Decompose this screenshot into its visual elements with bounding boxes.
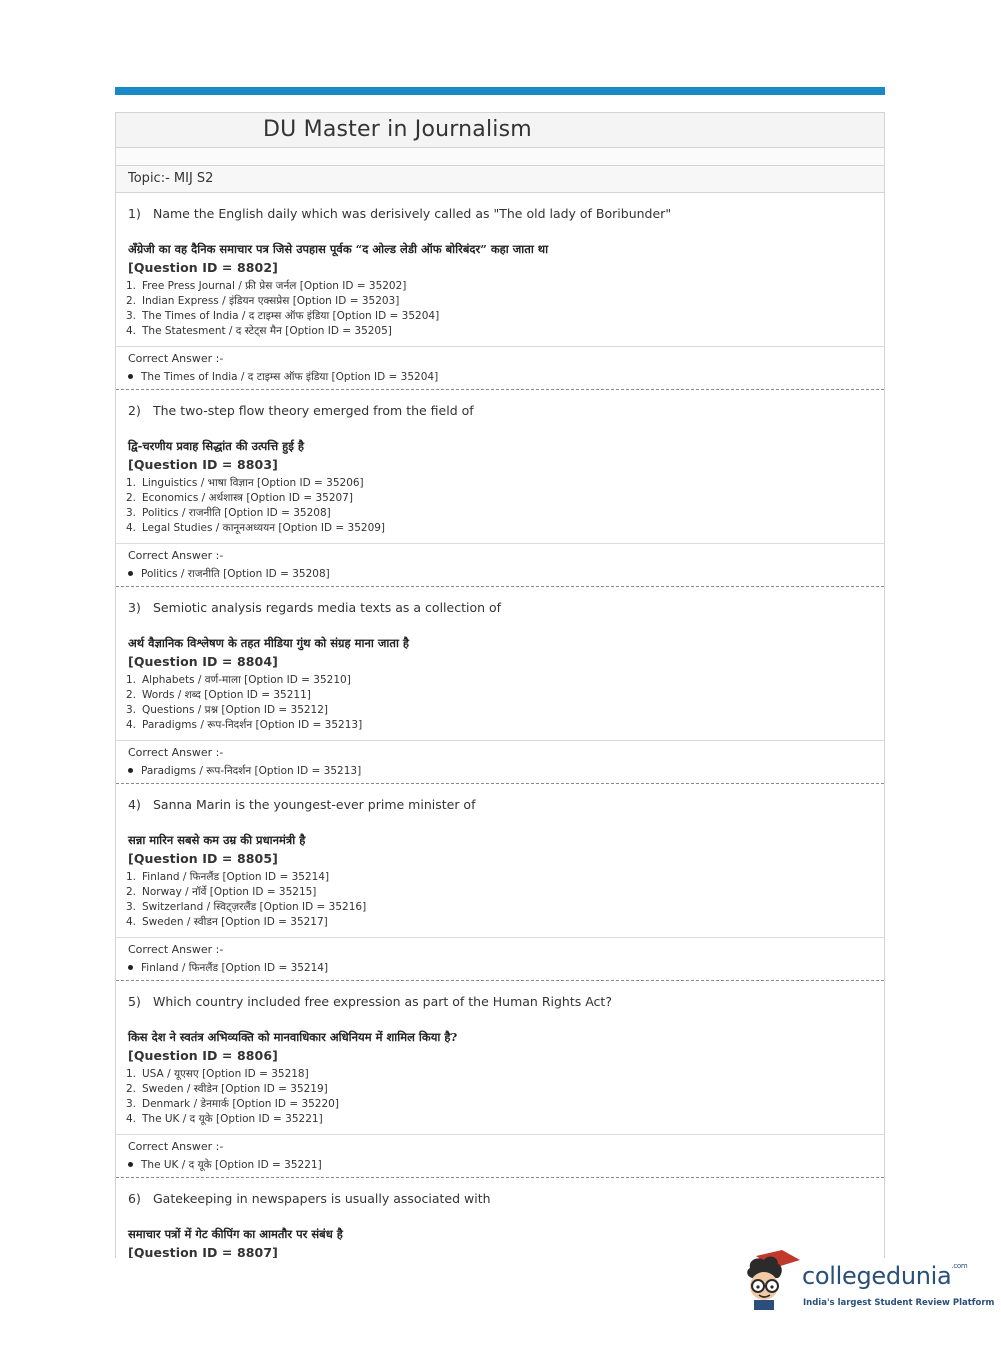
question-block-2 (116, 390, 884, 587)
topic-row: Topic:- MIJ S2 (116, 166, 884, 193)
option-index: 1. (126, 280, 137, 292)
bullet-icon (128, 768, 133, 773)
option-index: 1. (126, 871, 137, 883)
option-text: Denmark / डेनमार्क [Option ID = 35220] (142, 1098, 339, 1110)
option-item (126, 688, 362, 703)
question-block-1 (116, 193, 884, 390)
option-item (126, 279, 439, 294)
option-item (126, 673, 362, 688)
option-item (126, 885, 366, 900)
option-text: The UK / द यूके [Option ID = 35221] (142, 1113, 323, 1125)
option-index: 4. (126, 522, 137, 534)
option-item (126, 1097, 339, 1112)
option-index: 3. (126, 1098, 137, 1110)
question-hindi: समाचार पत्रों में गेट कीपिंग का आमतौर पर संबंध है (128, 1227, 343, 1241)
option-index: 4. (126, 325, 137, 337)
option-item (126, 491, 385, 506)
question-english: Sanna Marin is the youngest-ever prime minister of (152, 797, 476, 812)
logo-name: collegedunia (802, 1262, 952, 1290)
correct-answer (128, 961, 328, 975)
question-number: 5) (128, 994, 141, 1009)
option-item (126, 476, 385, 491)
option-text: Legal Studies / कानूनअध्ययन [Option ID = 35209] (142, 522, 386, 534)
correct-answer (128, 764, 361, 778)
bullet-icon (128, 1162, 133, 1167)
option-text: Norway / नॉर्वे [Option ID = 35215] (142, 886, 317, 898)
option-item (126, 324, 439, 339)
question-id: [Question ID = 8807] (128, 1245, 278, 1258)
question-id: [Question ID = 8803] (128, 457, 278, 472)
option-item (126, 1067, 339, 1082)
question-hindi: अर्थ वैज्ञानिक विश्लेषण के तहत मीडिया गुंथ को संग्रह माना जाता है (128, 636, 410, 650)
option-list (126, 279, 439, 339)
answer-divider (116, 543, 884, 544)
option-item (126, 870, 366, 885)
bullet-icon (128, 965, 133, 970)
option-item (126, 718, 362, 733)
question-hindi: अँग्रेजी का वह दैनिक समाचार पत्र जिसे उपहास पूर्वक “द ओल्ड लेडी ऑफ बोरिबंदर” कहा जाता था (128, 242, 549, 256)
option-text: Words / शब्द [Option ID = 35211] (142, 689, 311, 701)
option-index: 3. (126, 507, 137, 519)
question-block-4 (116, 784, 884, 981)
question-id: [Question ID = 8805] (128, 851, 278, 866)
option-text: Switzerland / स्विट्ज़रलैंड [Option ID = 35216] (142, 901, 367, 913)
option-index: 3. (126, 901, 137, 913)
option-index: 2. (126, 295, 137, 307)
option-item (126, 506, 385, 521)
option-text: Economics / अर्थशास्त्र [Option ID = 35207] (142, 492, 353, 504)
question-hindi: द्वि-चरणीय प्रवाह सिद्धांत की उत्पत्ति हुई है (128, 439, 305, 453)
question-id: [Question ID = 8804] (128, 654, 278, 669)
title-box (116, 112, 884, 148)
option-item (126, 294, 439, 309)
option-list (126, 673, 362, 733)
question-english: The two-step flow theory emerged from the field of (152, 403, 474, 418)
option-item (126, 915, 366, 930)
answer-divider (116, 1134, 884, 1135)
option-list (126, 870, 366, 930)
logo-wordmark (802, 1262, 967, 1290)
logo-tagline: India's largest Student Review Platform (803, 1298, 995, 1308)
question-english: Gatekeeping in newspapers is usually associated with (152, 1191, 491, 1206)
question-paper (115, 112, 885, 1258)
question-id: [Question ID = 8802] (128, 260, 278, 275)
question-english: Name the English daily which was derisively called as "The old lady of Boribunder" (152, 206, 672, 221)
correct-answer-text: The UK / द यूके [Option ID = 35221] (141, 1159, 322, 1171)
answer-divider (116, 740, 884, 741)
question-number: 6) (128, 1191, 141, 1206)
option-text: Finland / फिनलैंड [Option ID = 35214] (142, 871, 330, 883)
question-block-5 (116, 981, 884, 1178)
logo-suffix: .com (951, 1262, 968, 1270)
question-block-3 (116, 587, 884, 784)
question-text (128, 403, 474, 418)
header-accent-bar (115, 87, 885, 95)
correct-answer-text: Finland / फिनलैंड [Option ID = 35214] (141, 962, 329, 974)
correct-answer-text: Politics / राजनीति [Option ID = 35208] (141, 568, 330, 580)
option-item (126, 521, 385, 536)
option-index: 2. (126, 492, 137, 504)
question-text (128, 994, 612, 1009)
correct-answer-label: Correct Answer :- (128, 549, 224, 562)
option-text: USA / यूएसए [Option ID = 35218] (142, 1068, 309, 1080)
mascot-icon (742, 1250, 802, 1312)
correct-answer-text: Paradigms / रूप-निदर्शन [Option ID = 35213] (141, 765, 362, 777)
option-text: Sweden / स्वीडेन [Option ID = 35219] (142, 1083, 328, 1095)
question-hindi: किस देश ने स्वतंत्र अभिव्यक्ति को मानवाधिकार अधिनियम में शामिल किया है? (128, 1030, 458, 1044)
option-list (126, 476, 385, 536)
question-number: 3) (128, 600, 141, 615)
option-text: The Times of India / द टाइम्स ऑफ इंडिया [Option ID = 35204] (142, 310, 440, 322)
option-index: 1. (126, 1068, 137, 1080)
option-text: The Statesment / द स्टेट्स मैन [Option ID = 35205] (142, 325, 392, 337)
option-index: 1. (126, 674, 137, 686)
correct-answer-label: Correct Answer :- (128, 1140, 224, 1153)
option-text: Indian Express / इंडियन एक्सप्रेस [Option ID = 35203] (142, 295, 400, 307)
option-item (126, 309, 439, 324)
option-index: 2. (126, 689, 137, 701)
correct-answer-label: Correct Answer :- (128, 352, 224, 365)
option-index: 2. (126, 1083, 137, 1095)
correct-answer-label: Correct Answer :- (128, 943, 224, 956)
option-item (126, 900, 366, 915)
question-text (128, 600, 501, 615)
option-list (126, 1067, 339, 1127)
option-text: Linguistics / भाषा विज्ञान [Option ID = 35206] (142, 477, 364, 489)
option-index: 1. (126, 477, 137, 489)
title-spacer (116, 148, 884, 166)
question-english: Semiotic analysis regards media texts as a collection of (152, 600, 502, 615)
option-text: Politics / राजनीति [Option ID = 35208] (142, 507, 331, 519)
correct-answer-text: The Times of India / द टाइम्स ऑफ इंडिया [Option ID = 35204] (141, 371, 439, 383)
correct-answer (128, 567, 330, 581)
question-number: 4) (128, 797, 141, 812)
question-english: Which country included free expression as part of the Human Rights Act? (152, 994, 612, 1009)
correct-answer-label: Correct Answer :- (128, 746, 224, 759)
collegedunia-logo (742, 1250, 995, 1320)
option-text: Alphabets / वर्ण-माला [Option ID = 35210] (142, 674, 351, 686)
question-id: [Question ID = 8806] (128, 1048, 278, 1063)
option-text: Sweden / स्वीडन [Option ID = 35217] (142, 916, 328, 928)
option-item (126, 1112, 339, 1127)
option-index: 3. (126, 704, 137, 716)
question-text (128, 1191, 491, 1206)
correct-answer (128, 1158, 322, 1172)
answer-divider (116, 346, 884, 347)
option-index: 3. (126, 310, 137, 322)
question-number: 2) (128, 403, 141, 418)
option-index: 2. (126, 886, 137, 898)
bullet-icon (128, 374, 133, 379)
option-index: 4. (126, 719, 137, 731)
option-text: Free Press Journal / फ्री प्रेस जर्नल [Option ID = 35202] (142, 280, 407, 292)
question-hindi: सन्ना मारिन सबसे कम उम्र की प्रधानमंत्री है (128, 833, 306, 847)
question-number: 1) (128, 206, 141, 221)
option-index: 4. (126, 916, 137, 928)
option-text: Paradigms / रूप-निदर्शन [Option ID = 35213] (142, 719, 363, 731)
question-text (128, 797, 475, 812)
option-item (126, 703, 362, 718)
bullet-icon (128, 571, 133, 576)
option-index: 4. (126, 1113, 137, 1125)
question-text (128, 206, 671, 221)
page-title: DU Master in Journalism (263, 117, 532, 142)
correct-answer (128, 370, 438, 384)
option-item (126, 1082, 339, 1097)
question-block-6 (116, 1178, 884, 1258)
option-text: Questions / प्रश्न [Option ID = 35212] (142, 704, 329, 716)
answer-divider (116, 937, 884, 938)
